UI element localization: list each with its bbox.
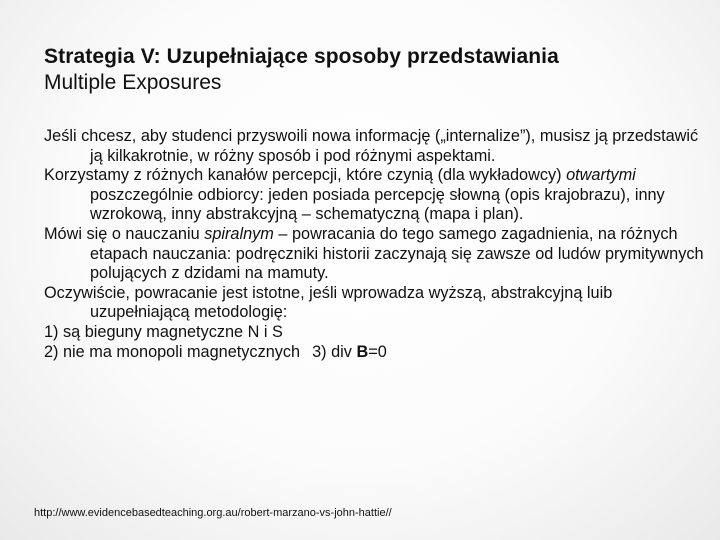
source-url[interactable]: http://www.evidencebasedteaching.org.au/robert-marzano-vs-john-hattie// (34, 507, 392, 519)
title-block (44, 44, 694, 96)
list-item-2-text-a: 2) nie ma monopoli magnetycznych (44, 342, 301, 361)
list-item-3-bold: B (356, 342, 369, 361)
paragraph-1: Jeśli chcesz, aby studenci przyswoili nowa informację („internalize”), musisz ją przedstawić ją kilkakrotnie, w różny sposób i pod różnymi aspektami. (44, 127, 699, 165)
list-item-3-text-b: =0 (368, 342, 387, 361)
paragraph-3-text-a: Mówi się o nauczaniu (44, 224, 205, 243)
paragraph-2 (44, 166, 714, 225)
slide-title: Strategia V: Uzupełniające sposoby przedstawiania (44, 45, 559, 68)
slide-subtitle: Multiple Exposures (44, 71, 222, 94)
list-item-1: 1) są bieguny magnetyczne N i S (44, 322, 283, 341)
slide-body (44, 127, 714, 362)
paragraph-3 (44, 225, 714, 284)
paragraph-2-emphasis: otwartymi (566, 166, 636, 185)
list-item-3-text-a: 3) div (312, 342, 357, 361)
paragraph-2-text-b: poszczególnie odbiorcy: jeden posiada percepcję słowną (opis krajobrazu), inny wzrokową, inny abstrakcyjną – schematyczną (mapa i plan). (90, 185, 665, 224)
paragraph-3-text-b: – powracania do tego samego zagadnienia, na różnych etapach nauczania: podręczniki historii zaczynają się zawsze od ludów prymitywnych polujących z dzidami na mamuty. (90, 224, 704, 283)
paragraph-4: Oczywiście, powracanie jest istotne, jeśli wprowadza wyższą, abstrakcyjną luib uzupełniającą metodologię: (44, 283, 613, 322)
paragraph-3-emphasis: spiralnym (204, 224, 274, 243)
list-item-2 (44, 343, 714, 363)
paragraph-2-text-a: Korzystamy z różnych kanałów percepcji, które czynią (dla wykładowcy) (44, 166, 567, 185)
